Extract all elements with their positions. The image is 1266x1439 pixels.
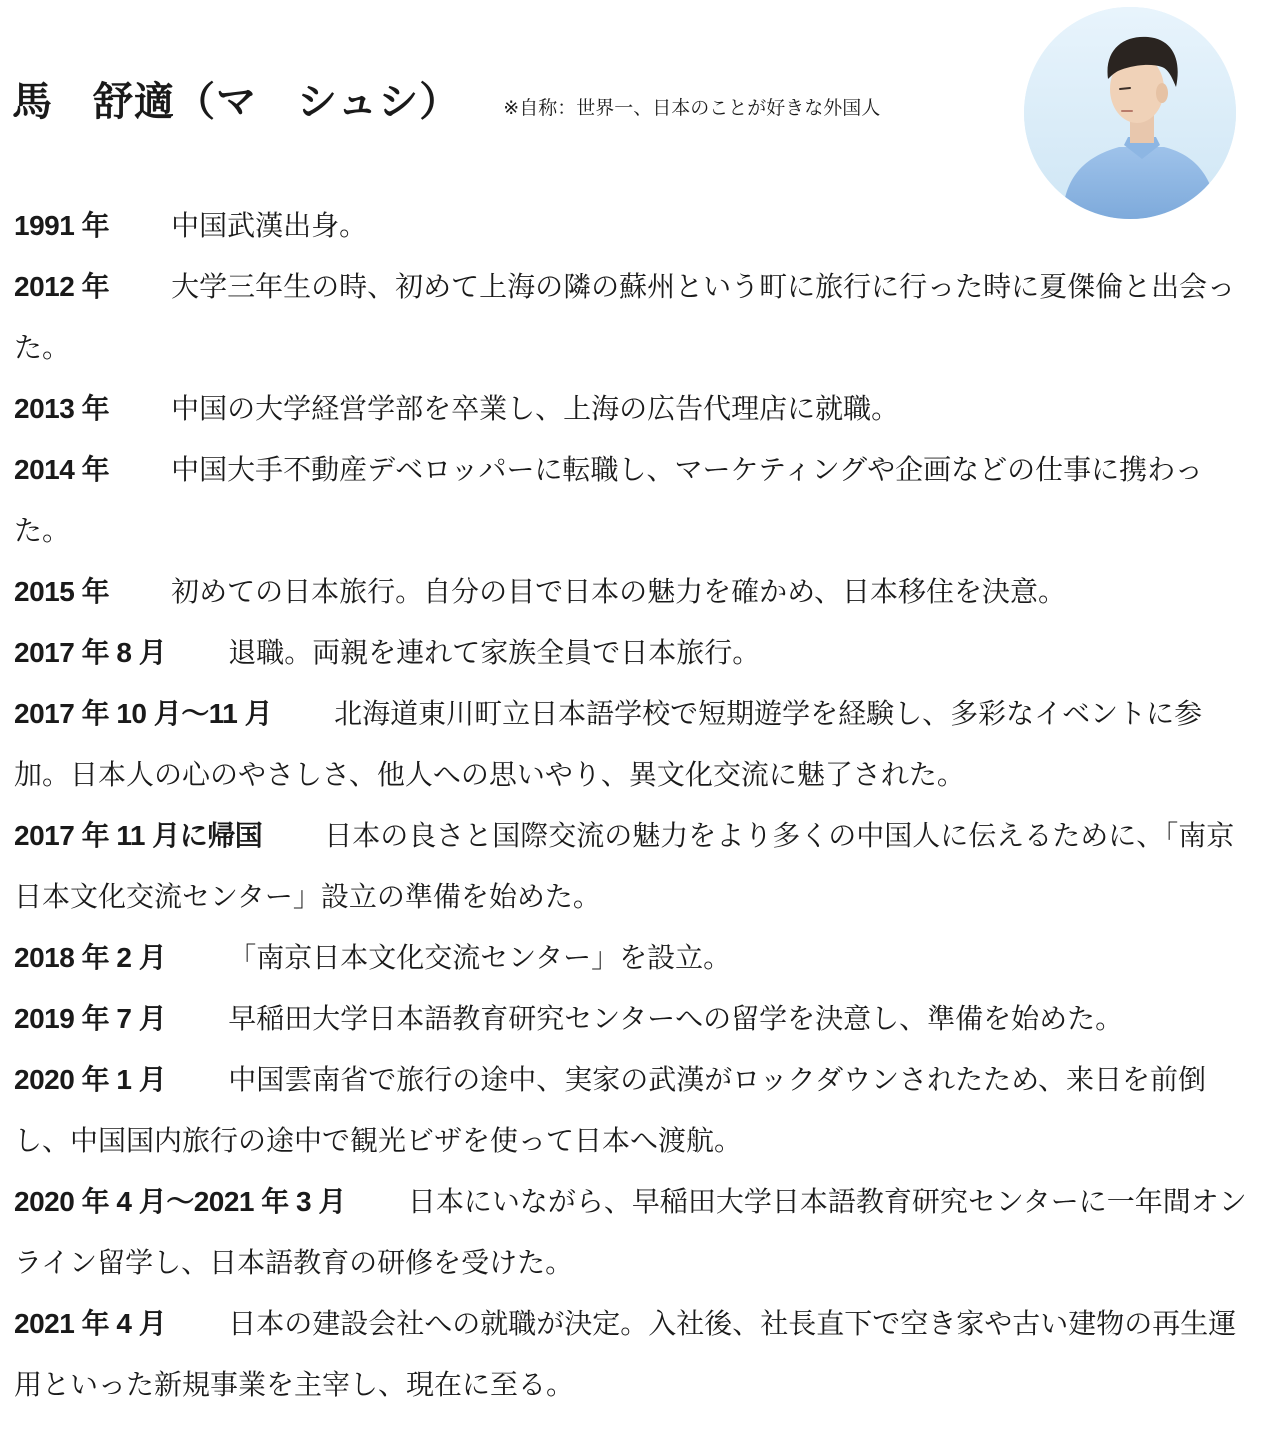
career-timeline	[14, 195, 1254, 1415]
timeline-text: 中国雲南省で旅行の途中、実家の武漢がロックダウンされたため、来日を前倒し、中国国内旅行の途中で観光ビザを使って日本へ渡航。	[14, 1063, 1206, 1157]
timeline-entry	[14, 195, 1254, 256]
timeline-date: 2020 年 4 月～2021 年 3 月	[14, 1186, 346, 1217]
portrait-illustration	[1024, 7, 1236, 219]
timeline-entry	[14, 256, 1254, 378]
self-description-tagline: ※自称：世界一、日本のことが好きな外国人	[503, 97, 881, 119]
timeline-date: 2018 年 2 月	[14, 942, 167, 973]
timeline-entry	[14, 988, 1254, 1049]
timeline-text: 中国武漢出身。	[171, 209, 368, 242]
timeline-date: 2017 年 11 月に帰国	[14, 820, 263, 851]
timeline-date: 2013 年	[14, 393, 110, 424]
timeline-text: 北海道東川町立日本語学校で短期遊学を経験し、多彩なイベントに参加。日本人の心のやさしさ、他人への思いやり、異文化交流に魅了された。	[14, 697, 1203, 791]
timeline-entry	[14, 1293, 1254, 1415]
name-reading: シュシ）	[297, 79, 461, 125]
timeline-text: 中国大手不動産デベロッパーに転職し、マーケティングや企画などの仕事に携わった。	[14, 453, 1203, 547]
person-name	[12, 70, 460, 134]
name-given: 舒適（マ	[93, 79, 257, 125]
timeline-text: 中国の大学経営学部を卒業し、上海の広告代理店に就職。	[171, 392, 900, 425]
timeline-date: 2012 年	[14, 271, 110, 302]
timeline-text: 早稲田大学日本語教育研究センターへの留学を決意し、準備を始めた。	[228, 1002, 1124, 1035]
timeline-text: 退職。両親を連れて家族全員で日本旅行。	[228, 636, 761, 669]
timeline-entry	[14, 439, 1254, 561]
timeline-entry	[14, 683, 1254, 805]
timeline-text: 日本の良さと国際交流の魅力をより多くの中国人に伝えるために、「南京日本文化交流センター」設立の準備を始めた。	[14, 819, 1235, 913]
timeline-text: 大学三年生の時、初めて上海の隣の蘇州という町に旅行に行った時に夏傑倫と出会った。	[14, 270, 1236, 364]
timeline-text: 「南京日本文化交流センター」を設立。	[228, 941, 732, 974]
timeline-date: 2019 年 7 月	[14, 1003, 167, 1034]
timeline-text: 日本にいながら、早稲田大学日本語教育研究センターに一年間オンライン留学し、日本語教育の研修を受けた。	[14, 1185, 1247, 1279]
timeline-date: 2020 年 1 月	[14, 1064, 167, 1095]
timeline-entry	[14, 927, 1254, 988]
timeline-entry	[14, 622, 1254, 683]
profile-header	[12, 70, 1012, 140]
timeline-date: 2017 年 8 月	[14, 637, 167, 668]
timeline-entry	[14, 1171, 1254, 1293]
timeline-entry	[14, 561, 1254, 622]
timeline-date: 2021 年 4 月	[14, 1308, 167, 1339]
timeline-text: 日本の建設会社への就職が決定。入社後、社長直下で空き家や古い建物の再生運用といった新規事業を主宰し、現在に至る。	[14, 1307, 1237, 1401]
timeline-date: 2015 年	[14, 576, 110, 607]
timeline-entry	[14, 1049, 1254, 1171]
profile-photo	[1024, 7, 1236, 219]
timeline-date: 2014 年	[14, 454, 110, 485]
timeline-date: 2017 年 10 月～11 月	[14, 698, 273, 729]
timeline-entry	[14, 378, 1254, 439]
timeline-entry	[14, 805, 1254, 927]
timeline-text: 初めての日本旅行。自分の目で日本の魅力を確かめ、日本移住を決意。	[171, 575, 1066, 608]
timeline-date: 1991 年	[14, 210, 110, 241]
name-family: 馬	[12, 79, 53, 125]
